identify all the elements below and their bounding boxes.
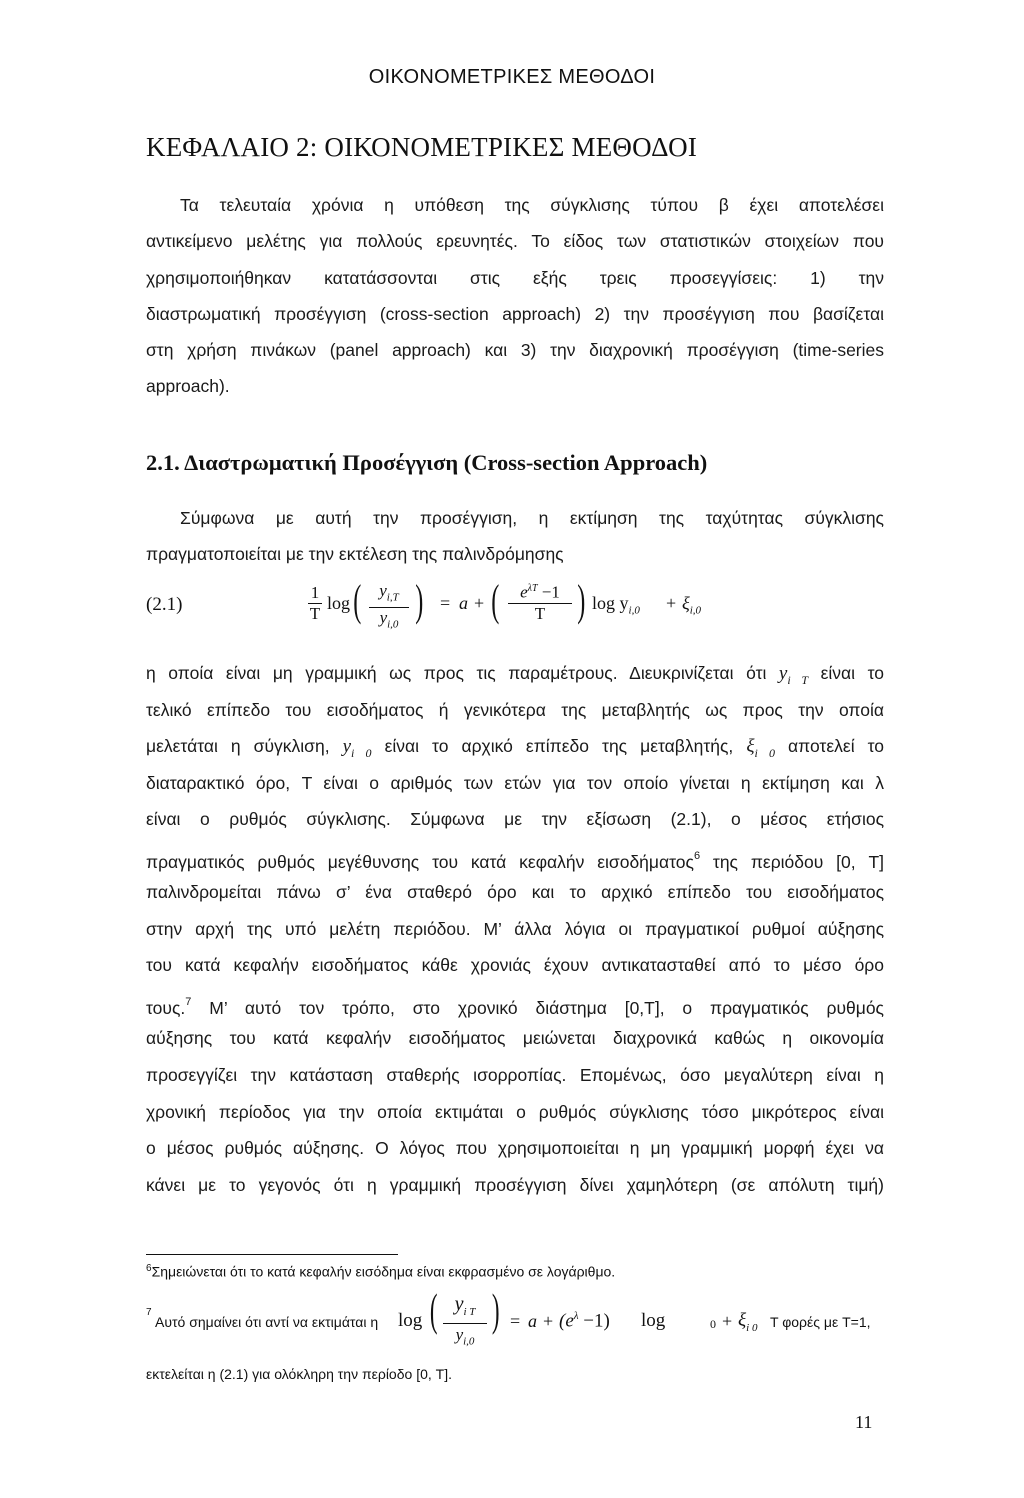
var-y-i0: $y_{i 0}$ — [342, 736, 372, 760]
footnote-text: Αυτό σημαίνει ότι αντί να εκτιμάται η — [155, 1314, 379, 1330]
footnote-6 — [146, 1263, 615, 1280]
right-paren: ) — [415, 576, 424, 625]
var-y-iT: $y_{i T}$ — [778, 663, 809, 687]
text-line: approach). — [146, 376, 230, 397]
text-line: στην αρχή της υπό μελέτη περιόδου. Μ’ άλλα λόγια οι πραγματικοί ρυθμοί αύξησης — [146, 918, 884, 939]
text-line: χρησιμοποιήθηκαν κατατάσσονται στις εξής τρεις προσεγγίσεις: 1) την — [146, 267, 884, 288]
log-operator: log — [327, 593, 351, 613]
alpha-term: a — [459, 593, 468, 613]
equals-sign: = — [510, 1311, 521, 1331]
numerator: $y_{i T}$ — [454, 1293, 476, 1318]
text-line: πραγματικός ρυθμός μεγέθυνσης του κατά κεφαλήν εισοδήματος$^6$ της περιόδου [0, T] — [146, 849, 884, 872]
subscript-zero: 0 — [710, 1317, 716, 1331]
footnote-7-continuation: εκτελείται η (2.1) για ολόκληρη την περίοδο [0, T]. — [146, 1366, 452, 1382]
plus-sign: + — [543, 1311, 554, 1331]
text-line: η οποία είναι μη γραμμική ως προς τις παραμέτρους. Διευκρινίζεται ότι $y_{i T}$ είναι το — [146, 663, 884, 687]
text-line: αύξησης του κατά κεφαλήν εισοδήματος μειώνεται διαχρονικά καθώς η οικονομία — [146, 1028, 884, 1049]
text-line: Τα τελευταία χρόνια η υπόθεση της σύγκλισης τύπου β έχει αποτελέσει — [180, 195, 884, 215]
equals-sign: = — [440, 593, 451, 613]
equation-2-1 — [146, 577, 884, 637]
left-paren: ( — [353, 576, 362, 625]
text-line: παλινδρομείται πάνω σ’ ένα σταθερό όρο και το αρχικό επίπεδο του εισοδήματος — [146, 882, 884, 903]
left-paren: ( — [491, 576, 500, 625]
body-paragraph — [146, 655, 884, 1203]
plus-sign: + — [474, 593, 485, 613]
intro-paragraph — [146, 187, 884, 405]
fraction-one-over-T — [308, 583, 322, 624]
text-line: διαταρακτικό όρο, T είναι ο αριθμός των ετών για τον οποίο γίνεται η εκτίμηση και λ — [146, 772, 884, 793]
error-term: $\xi_{i 0}$ — [738, 1310, 758, 1334]
alpha-term: a — [528, 1311, 537, 1331]
text-line: μελετάται η σύγκλιση, $y_{i 0}$ είναι το αρχικό επίπεδο της μεταβλητής, $\xi_{i 0}$ αποτελεί το — [146, 736, 885, 760]
chapter-title: ΚΕΦΑΛΑΙΟ 2: ΟΙΚΟΝΟΜΕΤΡΙΚΕΣ ΜΕΘΟΔΟΙ — [146, 132, 698, 162]
text-line: τελικό επίπεδο του εισοδήματος ή γενικότερα της μεταβλητής ως προς την οποία — [146, 699, 884, 720]
text-line: χρονική περίοδος για την οποία εκτιμάται ο ρυθμός σύγκλισης τόσο μικρότερος είναι — [146, 1101, 884, 1122]
fraction-y-ratio — [443, 1293, 487, 1352]
text-line: Σύμφωνα με αυτή την προσέγγιση, η εκτίμηση της ταχύτητας σύγκλισης — [180, 508, 884, 528]
footnote-ref-7[interactable]: 7 — [185, 995, 192, 1008]
numerator: $y_{i,T}$ — [379, 581, 399, 604]
var-xi-i0: $\xi_{i 0}$ — [746, 736, 775, 760]
right-paren: ) — [491, 1284, 500, 1335]
running-header: ΟΙΚΟΝΟΜΕΤΡΙΚΕΣ ΜΕΘΟΔΟΙ — [368, 66, 656, 88]
log-operator: log — [398, 1310, 423, 1331]
exp-term: $(e^\lambda -1)$ — [559, 1310, 610, 1332]
footnote-7 — [146, 1284, 886, 1348]
footnote-text: Σημειώνεται ότι το κατά κεφαλήν εισόδημα είναι εκφρασμένο σε λογάριθμο. — [151, 1263, 616, 1280]
text-line: προσεγγίζει την κατάσταση σταθερής ισορροπίας. Επομένως, όσο μεγαλύτερη είναι η — [146, 1065, 884, 1086]
footnote-text: T φορές με T=1, — [770, 1314, 871, 1330]
plus-sign: + — [666, 593, 677, 613]
text-line: ο μέσος ρυθμός αύξησης. Ο λόγος που χρησιμοποιείται η μη γραμμική μορφή έχει να — [146, 1138, 884, 1159]
denominator: $y_{i,0}$ — [369, 607, 409, 634]
text-line: πραγματοποιείται με την εκτέλεση της παλινδρόμησης — [146, 544, 564, 565]
footnote-divider — [146, 1254, 398, 1255]
text-line: αντικείμενο μελέτης για πολλούς ερευνητές. Το είδος των στατιστικών στοιχείων που — [146, 231, 884, 252]
right-paren: ) — [577, 576, 586, 625]
footnote-mark: 7 — [146, 1307, 152, 1318]
fraction-exp — [508, 579, 572, 624]
error-term: $\xi_{i,0}$ — [682, 593, 702, 617]
text-line: του κατά κεφαλήν εισοδήματος κάθε χρονιάς έχουν αντικατασταθεί από το μέσο όρο — [146, 955, 884, 976]
denominator: T — [309, 604, 321, 623]
denominator: T — [508, 603, 572, 624]
text-line: στη χρήση πινάκων (panel approach) και 3) την διαχρονική προσέγγιση (time-series — [146, 340, 884, 361]
section-title: 2.1. Διαστρωματική Προσέγγιση (Cross-section Approach) — [146, 450, 708, 475]
text-line: τους.$^7$ Μ’ αυτό τον τρόπο, στο χρονικό διάστημα [0,T], ο πραγματικός ρυθμός — [146, 995, 884, 1018]
equation-number: (2.1) — [146, 594, 183, 615]
text-line: είναι ο ρυθμός σύγκλισης. Σύμφωνα με την εξίσωση (2.1), ο μέσος ετήσιος — [146, 809, 884, 830]
left-paren: ( — [429, 1284, 438, 1335]
footnote-mark: 6 — [146, 1263, 152, 1274]
numerator: 1 — [310, 583, 320, 602]
footnote-ref-6[interactable]: 6 — [693, 849, 701, 862]
plus-sign: + — [722, 1311, 733, 1331]
numerator: $e^{\lambda T} -1$ — [520, 582, 560, 602]
denominator: $y_{i,0}$ — [443, 1323, 487, 1352]
page-number: 11 — [855, 1412, 873, 1432]
text-line: διαστρωματική προσέγγιση (cross-section approach) 2) την προσέγγιση που βασίζεται — [146, 303, 884, 324]
log-y-term: $\log y_{i,0}$ — [592, 593, 640, 617]
text-line: κάνει με το γεγονός ότι η γραμμική προσέγγιση δίνει χαμηλότερη (σε απόλυτη τιμή) — [146, 1174, 884, 1195]
section-intro-paragraph — [146, 500, 884, 573]
log-operator: log — [641, 1310, 666, 1331]
fraction-y-ratio — [369, 581, 409, 635]
